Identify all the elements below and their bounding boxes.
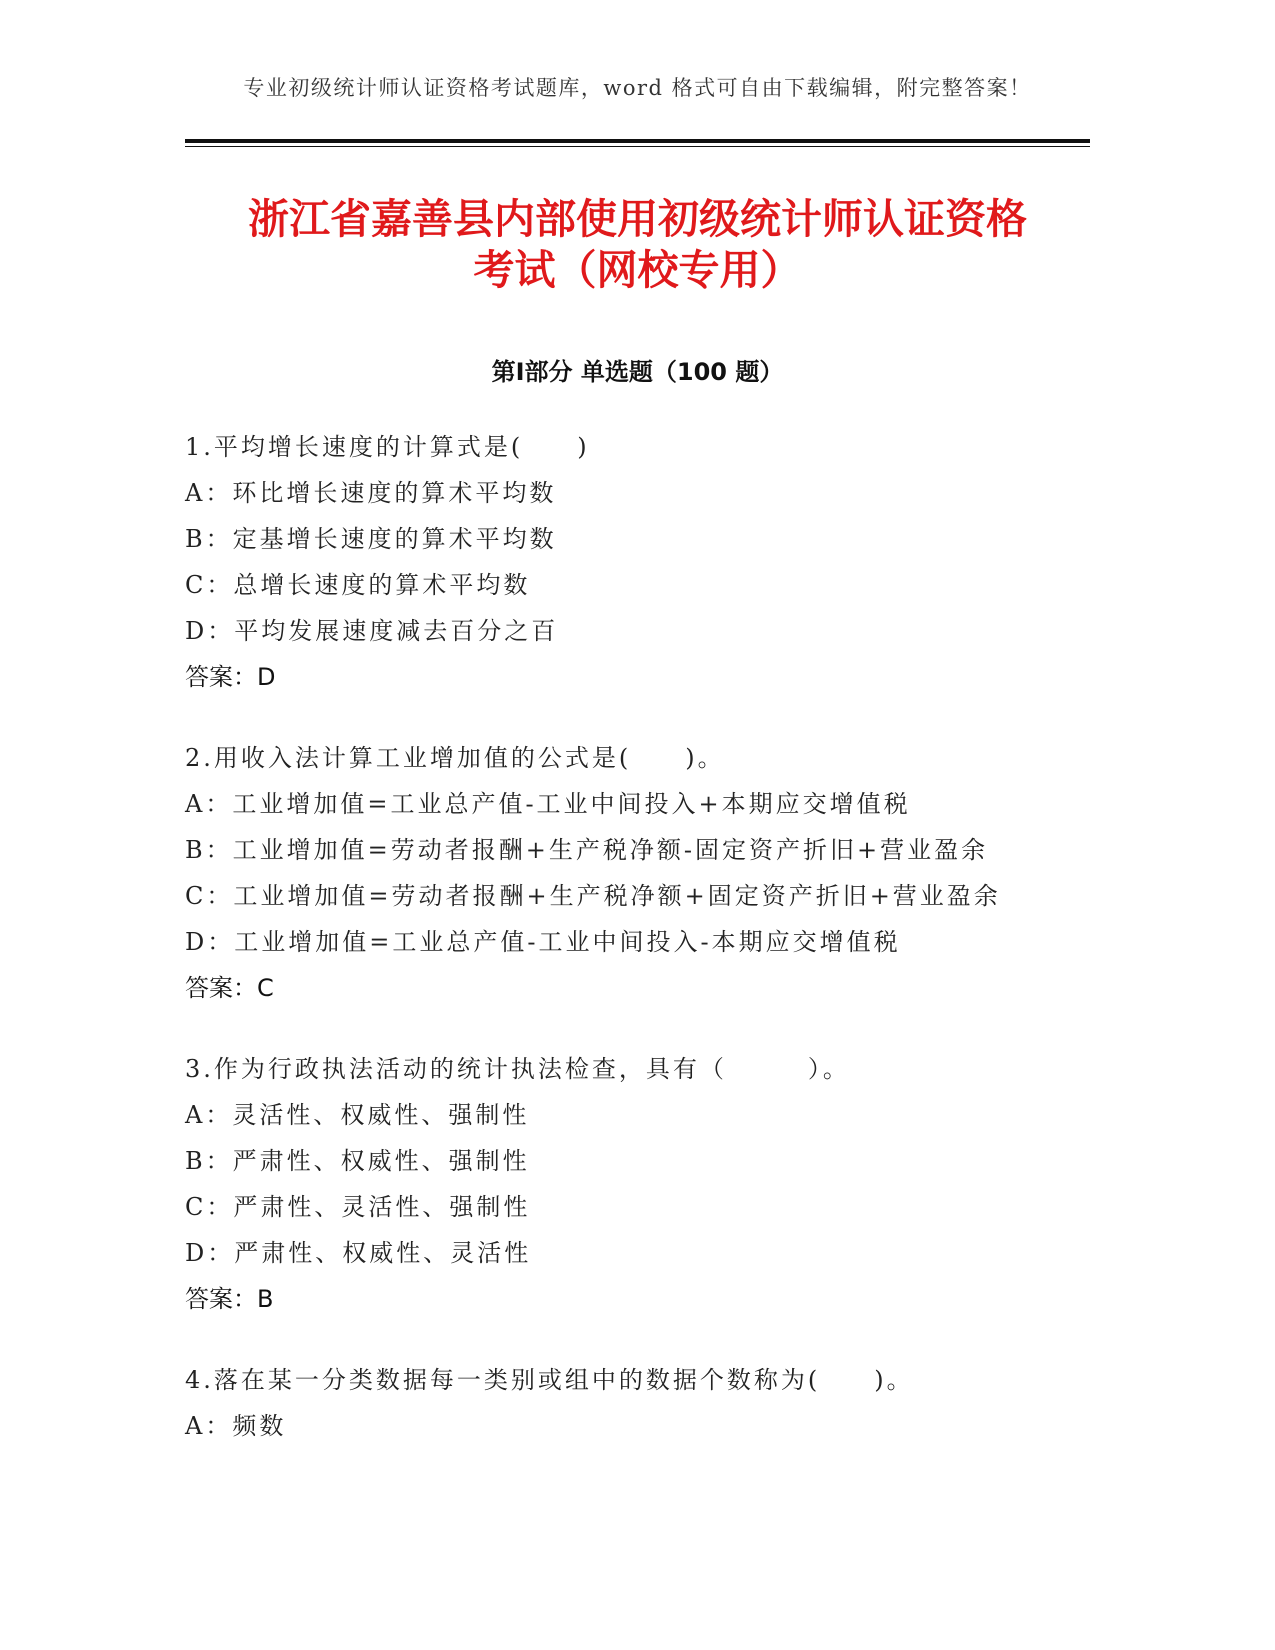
header-rule-thin <box>185 146 1090 147</box>
option-d: D：严肃性、权威性、灵活性 <box>185 1239 532 1267</box>
question-stem: 1.平均增长速度的计算式是( ) <box>185 433 590 461</box>
option-a: A：灵活性、权威性、强制性 <box>185 1101 530 1129</box>
option-a: A：工业增加值=工业总产值-工业中间投入+本期应交增值税 <box>185 790 911 818</box>
option-c: C：严肃性、灵活性、强制性 <box>185 1193 531 1221</box>
option-d: D：工业增加值=工业总产值-工业中间投入-本期应交增值税 <box>185 928 901 956</box>
question-3 <box>185 1046 1090 1322</box>
question-4 <box>185 1357 1090 1449</box>
option-b: B：工业增加值=劳动者报酬+生产税净额-固定资产折旧+营业盈余 <box>185 836 989 864</box>
answer: 答案：B <box>185 1285 274 1313</box>
question-stem: 4.落在某一分类数据每一类别或组中的数据个数称为( )。 <box>185 1366 914 1394</box>
answer: 答案：D <box>185 663 276 691</box>
question-stem: 3.作为行政执法活动的统计执法检查，具有（ ）。 <box>185 1055 850 1083</box>
question-list <box>185 424 1090 1484</box>
option-c: C：总增长速度的算术平均数 <box>185 571 531 599</box>
question-2 <box>185 735 1090 1011</box>
question-stem: 2.用收入法计算工业增加值的公式是( )。 <box>185 744 725 772</box>
question-1 <box>185 424 1090 700</box>
header-rule-thick <box>185 139 1090 143</box>
answer: 答案：C <box>185 974 274 1002</box>
option-a: A：环比增长速度的算术平均数 <box>185 479 557 507</box>
document-title-line-1: 浙江省嘉善县内部使用初级统计师认证资格 <box>248 195 1027 243</box>
option-b: B：定基增长速度的算术平均数 <box>185 525 557 553</box>
document-title <box>140 194 1135 296</box>
section-heading: 第Ⅰ部分 单选题（100 题） <box>491 358 784 386</box>
option-b: B：严肃性、权威性、强制性 <box>185 1147 530 1175</box>
option-d: D：平均发展速度减去百分之百 <box>185 617 559 645</box>
header-note: 专业初级统计师认证资格考试题库，word 格式可自由下载编辑，附完整答案！ <box>243 76 1032 100</box>
document-title-line-2: 考试（网校专用） <box>473 246 802 294</box>
option-c: C：工业增加值=劳动者报酬+生产税净额+固定资产折旧+营业盈余 <box>185 882 1001 910</box>
option-a: A：频数 <box>185 1412 287 1440</box>
